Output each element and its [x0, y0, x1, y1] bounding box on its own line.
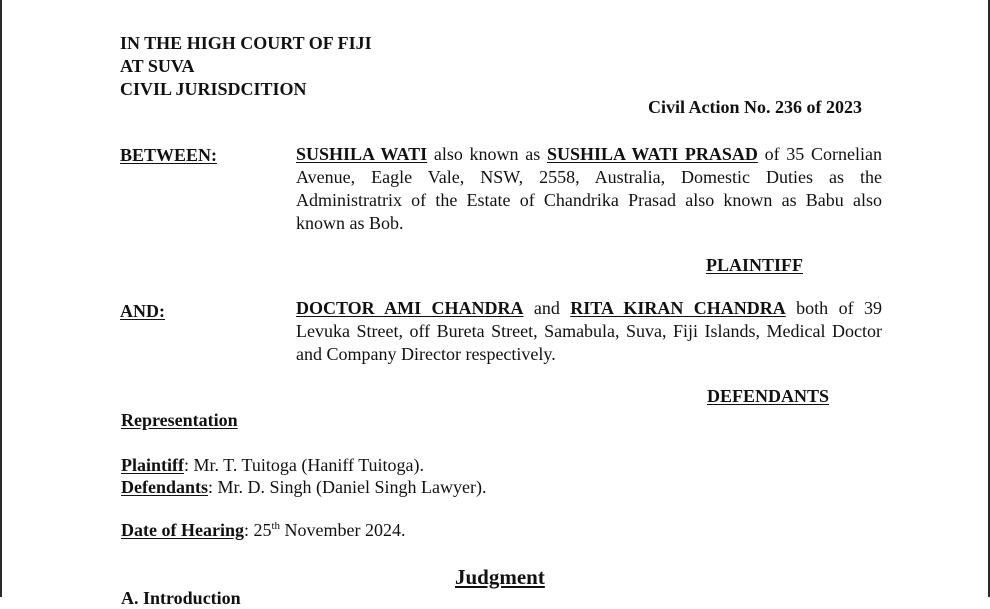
defendant-name-2: RITA KIRAN CHANDRA: [570, 298, 786, 318]
hearing-date-sep: :: [243, 520, 254, 540]
plaintiff-rep-value: : Mr. T. Tuitoga (Haniff Tuitoga).: [184, 455, 425, 475]
plaintiff-aka-connector: also known as: [427, 144, 547, 164]
judgment-title: Judgment: [455, 565, 545, 589]
plaintiff-representation: [121, 455, 424, 476]
defendant-name-1: DOCTOR AMI CHANDRA: [296, 298, 524, 318]
defendants-role: DEFENDANTS: [707, 386, 830, 406]
between-label: BETWEEN:: [120, 145, 218, 165]
defendants-rep-label: Defendants: [121, 477, 209, 497]
hearing-date-label: Date of Hearing: [121, 520, 244, 540]
hearing-date: [121, 520, 406, 541]
court-jurisdiction: CIVIL JURISDCITION: [120, 79, 307, 99]
plaintiff-name: SUSHILA WATI: [296, 144, 428, 164]
defendants-address: both of 39 Levuka Street, off Bureta Street, Samabula, Suva, Fiji Islands, Medical Doctor and Company Director respectively.: [296, 298, 882, 364]
hearing-date-suffix: th: [271, 520, 281, 532]
hearing-date-rest: November 2024.: [280, 520, 406, 540]
and-label: AND:: [120, 301, 165, 321]
plaintiff-role: PLAINTIFF: [706, 255, 804, 275]
plaintiff-party-details: [296, 143, 882, 235]
hearing-date-day: 25: [253, 520, 272, 540]
page-left-edge: [0, 0, 2, 597]
defendants-rep-value: : Mr. D. Singh (Daniel Singh Lawyer).: [208, 477, 487, 497]
defendants-conjunction: and: [523, 298, 571, 318]
section-heading-introduction: A. Introduction: [121, 588, 241, 608]
defendants-party-details: [296, 297, 882, 366]
court-name: IN THE HIGH COURT OF FIJI: [120, 33, 372, 53]
plaintiff-rep-label: Plaintiff: [121, 455, 184, 475]
plaintiff-address: of 35 Cornelian Avenue, Eagle Vale, NSW, 2558, Australia, Domestic Duties as the Administratrix of the Estate of Chandrika Prasad also known as Babu also known as Bob.: [296, 144, 882, 233]
representation-heading: Representation: [121, 410, 238, 430]
plaintiff-alias-name: SUSHILA WATI PRASAD: [547, 144, 758, 164]
court-location: AT SUVA: [120, 56, 195, 76]
case-number: Civil Action No. 236 of 2023: [648, 97, 862, 117]
defendants-representation: [121, 477, 486, 498]
